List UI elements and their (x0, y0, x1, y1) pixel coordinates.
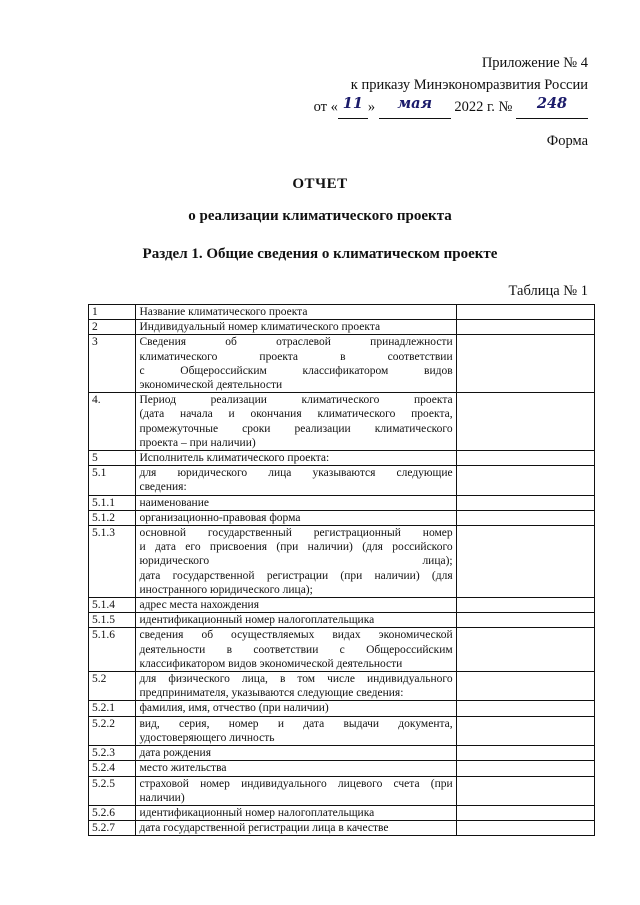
table-row (89, 598, 595, 613)
table-row (89, 510, 595, 525)
row-number: 5.1.4 (89, 598, 136, 613)
date-prefix: от « (313, 99, 338, 115)
row-number: 5.2.2 (89, 716, 136, 745)
description-line: Название климатического проекта (139, 306, 308, 318)
description-line: с Общероссийским классификатором видов (139, 364, 453, 377)
description-line: дата государственной регистрации (при наличии) (для (139, 569, 453, 582)
report-table-body (89, 305, 595, 836)
row-description (136, 510, 456, 525)
row-description (136, 672, 456, 701)
table-label: Таблица № 1 (508, 283, 588, 299)
table-row (89, 821, 595, 836)
description-line: наименование (139, 496, 209, 509)
order-number-field (516, 96, 588, 119)
description-line: предпринимателя, указываются следующие сведения: (139, 687, 404, 700)
report-title: ОТЧЕТ (292, 176, 348, 192)
appendix-number: Приложение № 4 (481, 55, 588, 71)
row-value-cell[interactable] (456, 746, 594, 761)
row-description (136, 305, 456, 320)
row-description (136, 821, 456, 836)
row-description (136, 335, 456, 393)
row-description (136, 701, 456, 716)
table-row (89, 776, 595, 805)
description-line: Исполнитель климатического проекта: (139, 452, 330, 465)
row-value-cell[interactable] (456, 701, 594, 716)
row-value-cell[interactable] (456, 510, 594, 525)
description-line: идентификационный номер налогоплательщика (139, 806, 375, 819)
row-description (136, 746, 456, 761)
table-row (89, 451, 595, 466)
description-line: промежуточные сроки реализации климатического (139, 422, 453, 435)
row-description (136, 805, 456, 820)
row-value-cell[interactable] (456, 451, 594, 466)
form-label: Форма (546, 133, 588, 149)
row-number: 5.2.3 (89, 746, 136, 761)
description-line: дата рождения (139, 747, 211, 760)
table-row (89, 716, 595, 745)
row-value-cell[interactable] (456, 526, 594, 598)
row-description (136, 776, 456, 805)
row-value-cell[interactable] (456, 495, 594, 510)
table-row (89, 466, 595, 495)
row-description (136, 466, 456, 495)
description-line: деятельности в соответствии с Общероссийским (139, 643, 453, 656)
row-number: 5.2.1 (89, 701, 136, 716)
row-number: 5.1.2 (89, 510, 136, 525)
report-subtitle: о реализации климатического проекта (188, 208, 452, 224)
row-description (136, 526, 456, 598)
row-number: 5.1.3 (89, 526, 136, 598)
table-row (89, 613, 595, 628)
date-mid: » (367, 99, 376, 115)
description-line: Индивидуальный номер климатического проекта (139, 321, 381, 334)
description-line: основной государственный регистрационный номер (139, 527, 453, 540)
date-year: 2022 г. (454, 99, 495, 115)
table-row (89, 335, 595, 393)
date-day-handwritten: 11 (342, 95, 363, 112)
row-value-cell[interactable] (456, 716, 594, 745)
order-number-handwritten: 248 (536, 95, 568, 112)
row-number: 5.1.5 (89, 613, 136, 628)
description-line: сведения об осуществляемых видах экономической (139, 629, 453, 642)
row-description (136, 761, 456, 776)
row-number: 5.2.5 (89, 776, 136, 805)
row-value-cell[interactable] (456, 320, 594, 335)
description-line: и дата его присвоения (при наличии) (для российского (139, 541, 453, 554)
row-number: 5.2 (89, 672, 136, 701)
table-row (89, 526, 595, 598)
number-prefix: № (498, 99, 513, 115)
description-line: Сведения об отраслевой принадлежности (139, 336, 453, 349)
description-line: дата государственной регистрации лица в качестве (139, 822, 389, 835)
description-line: организационно-правовая форма (139, 511, 301, 524)
date-day-field (338, 96, 368, 119)
date-month-field (379, 96, 451, 119)
description-line: место жительства (139, 762, 227, 775)
row-value-cell[interactable] (456, 393, 594, 451)
row-description (136, 495, 456, 510)
row-number: 5.2.7 (89, 821, 136, 836)
row-description (136, 613, 456, 628)
row-value-cell[interactable] (456, 305, 594, 320)
row-value-cell[interactable] (456, 335, 594, 393)
row-description (136, 393, 456, 451)
description-line: иностранного юридического лица); (139, 583, 313, 596)
row-number: 5 (89, 451, 136, 466)
table-row (89, 746, 595, 761)
appendix-header (308, 52, 588, 119)
description-line: юридического лица); (139, 555, 453, 568)
date-month-handwritten: мая (397, 95, 433, 112)
description-line: климатического проекта в соответствии (139, 350, 453, 363)
description-line: наличии) (139, 791, 185, 804)
row-number: 3 (89, 335, 136, 393)
description-line: сведения: (139, 481, 187, 494)
row-description (136, 451, 456, 466)
row-number: 5.2.6 (89, 805, 136, 820)
description-line: адрес места нахождения (139, 599, 259, 612)
description-line: проекта – при наличии) (139, 436, 256, 449)
row-number: 5.1.6 (89, 628, 136, 672)
row-number: 1 (89, 305, 136, 320)
row-value-cell[interactable] (456, 598, 594, 613)
table-row (89, 305, 595, 320)
table-row (89, 805, 595, 820)
row-value-cell[interactable] (456, 805, 594, 820)
row-description (136, 628, 456, 672)
row-number: 5.1.1 (89, 495, 136, 510)
order-date-line (308, 96, 588, 119)
description-line: для физического лица, в том числе индивидуального (139, 673, 453, 686)
description-line: для юридического лица указываются следующие (139, 467, 453, 480)
description-line: экономической деятельности (139, 379, 283, 392)
row-description (136, 320, 456, 335)
report-table (88, 304, 595, 836)
row-number: 5.2.4 (89, 761, 136, 776)
table-row (89, 495, 595, 510)
table-row (89, 761, 595, 776)
description-line: Период реализации климатического проекта (139, 394, 453, 407)
row-description (136, 716, 456, 745)
row-value-cell[interactable] (456, 628, 594, 672)
row-description (136, 598, 456, 613)
row-value-cell[interactable] (456, 672, 594, 701)
row-number: 4. (89, 393, 136, 451)
description-line: страховой номер индивидуального лицевого счета (при (139, 777, 453, 790)
row-value-cell[interactable] (456, 466, 594, 495)
row-number: 5.1 (89, 466, 136, 495)
description-line: классификатором видов экономической деятельности (139, 657, 403, 670)
table-row (89, 628, 595, 672)
row-value-cell[interactable] (456, 761, 594, 776)
table-row (89, 320, 595, 335)
table-row (89, 701, 595, 716)
row-value-cell[interactable] (456, 776, 594, 805)
row-value-cell[interactable] (456, 821, 594, 836)
description-line: фамилия, имя, отчество (при наличии) (139, 702, 329, 715)
description-line: вид, серия, номер и дата выдачи документа, (139, 717, 453, 730)
table-row (89, 393, 595, 451)
description-line: идентификационный номер налогоплательщика (139, 614, 375, 627)
description-line: (дата начала и окончания климатического проекта, (139, 408, 453, 421)
row-number: 2 (89, 320, 136, 335)
description-line: удостоверяющего личность (139, 731, 275, 744)
order-reference: к приказу Минэкономразвития России (350, 77, 588, 93)
section-title: Раздел 1. Общие сведения о климатическом проекте (142, 246, 498, 262)
table-row (89, 672, 595, 701)
row-value-cell[interactable] (456, 613, 594, 628)
